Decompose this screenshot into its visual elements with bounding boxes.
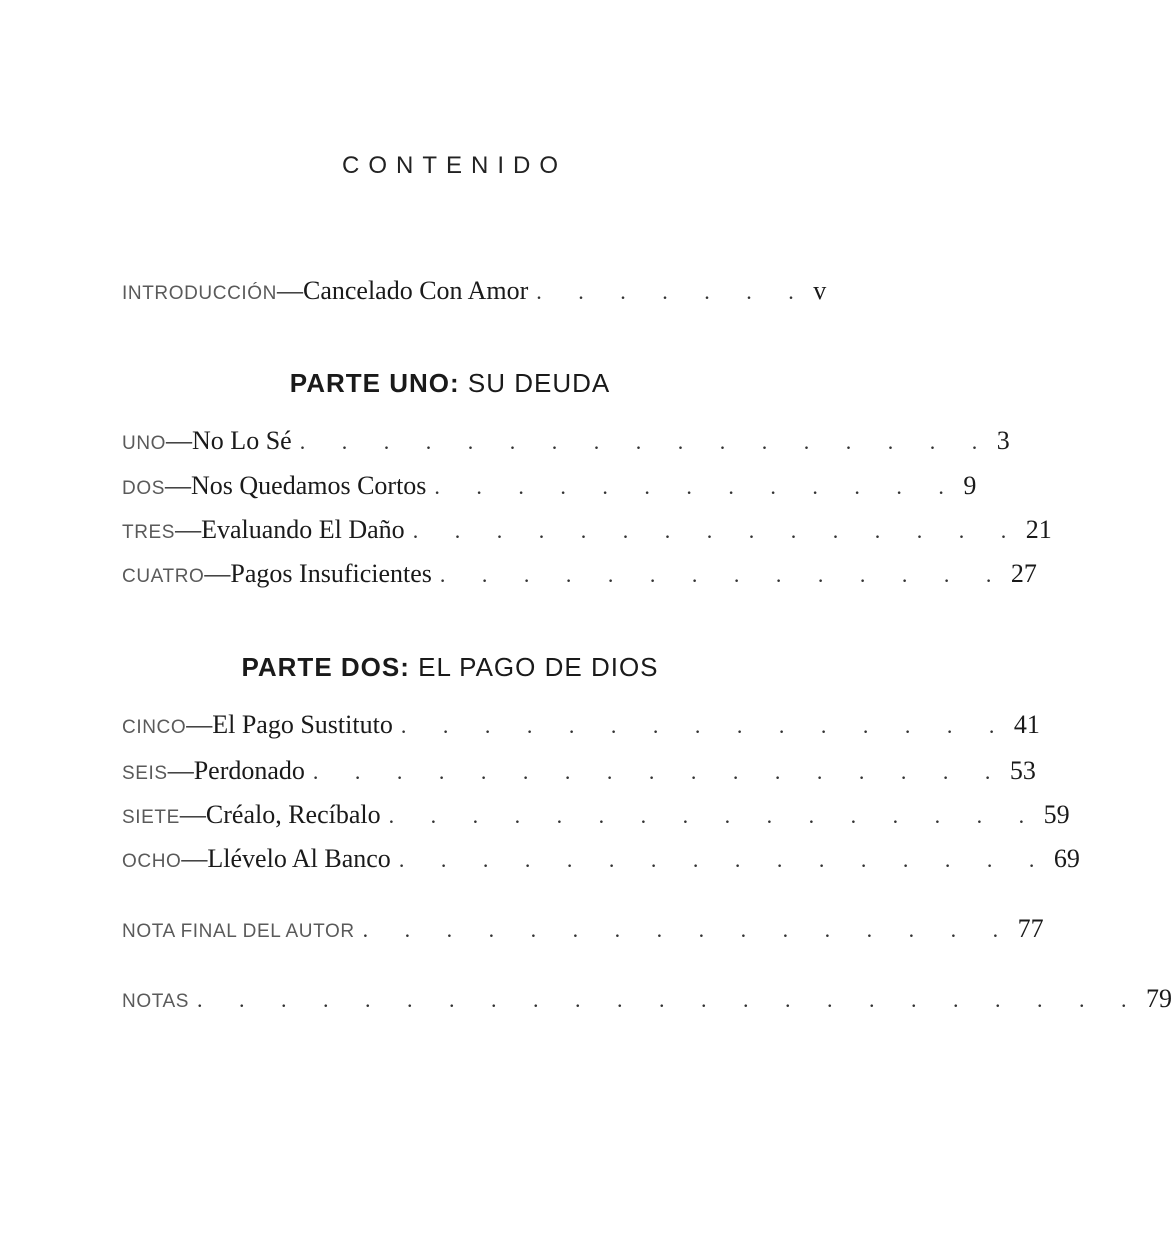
dot-leader: . . . . . . . . . . . . . . . .	[388, 803, 1040, 828]
dot-leader: . . . . . . . . . . . . . . . .	[362, 917, 1014, 942]
toc-entry-ocho[interactable]	[122, 844, 1080, 878]
toc-entry-dos[interactable]	[122, 471, 977, 505]
entry-dash: —	[186, 710, 213, 739]
part-title: EL PAGO DE DIOS	[409, 652, 659, 682]
toc-entry-uno[interactable]	[122, 426, 1010, 460]
page-number: 79	[1146, 984, 1172, 1013]
dot-leader: . . . . . . . . . . . . . . . . .	[312, 759, 1006, 784]
page-number: 53	[1009, 756, 1036, 785]
page-number: v	[813, 276, 827, 305]
dot-leader: . . . . . . . . . . . . . . . . .	[299, 429, 993, 454]
entry-label: NOTA FINAL DEL AUTOR	[122, 921, 355, 942]
page-number: 59	[1043, 800, 1070, 829]
entry-title: Pagos Insuficientes	[230, 559, 432, 588]
entry-dash: —	[175, 515, 202, 544]
part-heading-uno	[0, 368, 900, 399]
entry-dash: —	[204, 559, 231, 588]
part-title: SU DEUDA	[459, 368, 611, 398]
entry-title: Evaluando El Daño	[201, 515, 405, 544]
entry-label: CINCO	[122, 717, 187, 738]
entry-title: Cancelado Con Amor	[302, 276, 529, 305]
page-number: 3	[996, 426, 1010, 455]
page-number: 21	[1025, 515, 1052, 544]
entry-title: Créalo, Recíbalo	[205, 800, 381, 829]
entry-dash: —	[276, 276, 303, 305]
entry-label: SIETE	[122, 807, 180, 828]
entry-title: El Pago Sustituto	[212, 710, 393, 739]
entry-title: Perdonado	[193, 756, 305, 785]
toc-entry-siete[interactable]	[122, 800, 1070, 834]
entry-label: UNO	[122, 433, 167, 454]
page-number: 69	[1053, 844, 1080, 873]
entry-label: NOTAS	[122, 991, 190, 1012]
entry-label: INTRODUCCIÓN	[122, 283, 277, 304]
entry-title: Nos Quedamos Cortos	[190, 471, 427, 500]
dot-leader: . . . . . . .	[536, 279, 810, 304]
page-number: 9	[963, 471, 977, 500]
entry-label: TRES	[122, 522, 176, 543]
entry-title: Llévelo Al Banco	[207, 844, 391, 873]
entry-dash: —	[167, 756, 194, 785]
entry-dash: —	[166, 426, 193, 455]
entry-label: OCHO	[122, 851, 182, 872]
dot-leader: . . . . . . . . . . . . . . .	[400, 713, 1010, 738]
page-title: CONTENIDO	[342, 152, 567, 179]
entry-label: DOS	[122, 478, 165, 499]
dot-leader: . . . . . . . . . . . . . . . .	[398, 847, 1050, 872]
entry-title: No Lo Sé	[192, 426, 292, 455]
part-label: PARTE UNO:	[289, 368, 460, 398]
toc-entry-tres[interactable]	[122, 515, 1052, 549]
page-number: 77	[1017, 914, 1044, 943]
toc-entry-cuatro[interactable]	[122, 559, 1037, 593]
toc-entry-introduccion[interactable]	[122, 276, 827, 310]
entry-dash: —	[179, 800, 206, 829]
dot-leader: . . . . . . . . . . . . . .	[439, 562, 1007, 587]
dot-leader: . . . . . . . . . . . . . . . . . . . . . . .	[197, 987, 1143, 1012]
page-number: 41	[1013, 710, 1040, 739]
toc-entry-nota-final[interactable]	[122, 914, 1044, 948]
toc-entry-cinco[interactable]	[122, 710, 1040, 744]
toc-entry-notas[interactable]	[122, 984, 1172, 1018]
entry-dash: —	[164, 471, 191, 500]
entry-dash: —	[181, 844, 208, 873]
part-heading-dos	[0, 652, 900, 683]
toc-entry-seis[interactable]	[122, 756, 1036, 790]
dot-leader: . . . . . . . . . . . . . . .	[412, 518, 1022, 543]
entry-label: CUATRO	[122, 566, 205, 587]
entry-label: SEIS	[122, 763, 168, 784]
part-label: PARTE DOS:	[241, 652, 410, 682]
page-number: 27	[1010, 559, 1037, 588]
dot-leader: . . . . . . . . . . . . .	[434, 474, 960, 499]
